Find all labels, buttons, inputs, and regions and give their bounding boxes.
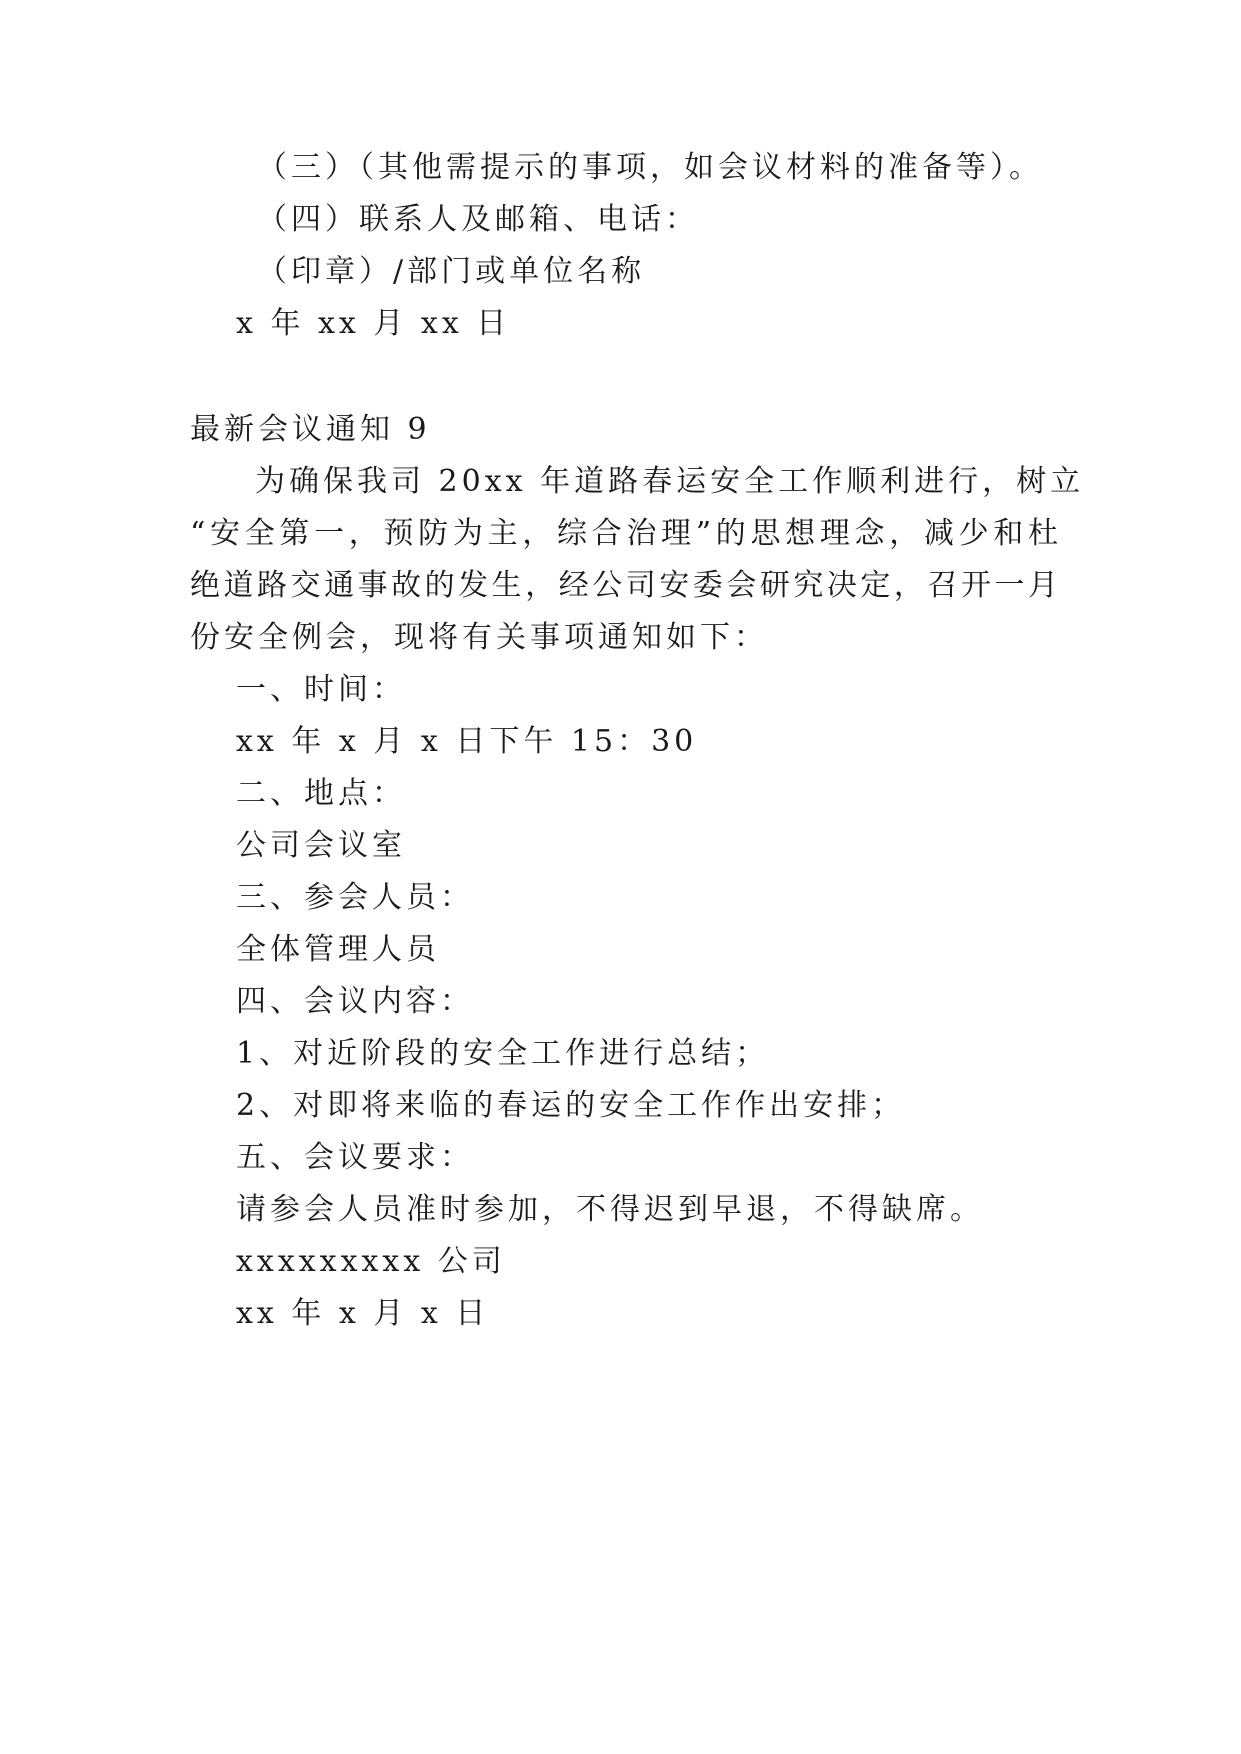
- time-value: xx 年 x 月 x 日下午 15：30: [236, 724, 698, 759]
- item-four-contact: （四）联系人及邮箱、电话：: [257, 202, 699, 237]
- time-heading: 一、时间：: [236, 672, 406, 707]
- seal-department: （印章）/部门或单位名称: [257, 254, 646, 289]
- intro-line-4: 份安全例会，现将有关事项通知如下：: [190, 620, 768, 655]
- intro-line-3: 绝道路交通事故的发生，经公司安委会研究决定，召开一月: [190, 568, 1058, 603]
- company-name: xxxxxxxxx 公司: [236, 1244, 506, 1279]
- notice-date: xx 年 x 月 x 日: [236, 1296, 490, 1331]
- place-value: 公司会议室: [236, 828, 406, 863]
- intro-line-1: 为确保我司 20xx 年道路春运安全工作顺利进行，树立: [255, 464, 1085, 499]
- content-item-1: 1、对近阶段的安全工作进行总结；: [236, 1036, 770, 1071]
- prev-date: x 年 xx 月 xx 日: [236, 306, 511, 341]
- requirements-value: 请参会人员准时参加，不得迟到早退，不得缺席。: [236, 1192, 984, 1227]
- content-heading: 四、会议内容：: [236, 984, 474, 1019]
- attendees-heading: 三、参会人员：: [236, 880, 474, 915]
- place-heading: 二、地点：: [236, 776, 406, 811]
- attendees-value: 全体管理人员: [236, 932, 440, 967]
- notice-title: 最新会议通知 9: [190, 412, 431, 447]
- item-three: （三）（其他需提示的事项，如会议材料的准备等）。: [257, 150, 1043, 185]
- intro-line-2: “安全第一，预防为主，综合治理”的思想理念，减少和杜: [190, 516, 1058, 551]
- content-item-2: 2、对即将来临的春运的安全工作作出安排；: [236, 1088, 906, 1123]
- requirements-heading: 五、会议要求：: [236, 1140, 474, 1175]
